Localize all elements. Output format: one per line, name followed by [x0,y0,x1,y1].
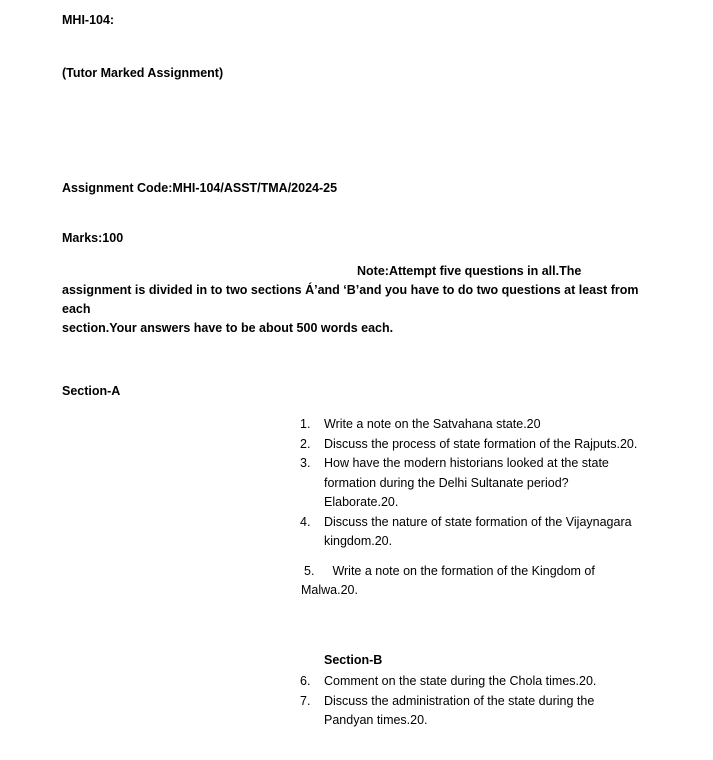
question-item [300,435,654,455]
course-code: MHI-104: [62,13,115,27]
question-5-line-2: Malwa.20. [301,583,358,597]
question-number: 1. [300,417,311,431]
question-text: Discuss the process of state formation of the Rajputs.20. [324,436,638,451]
note-line-3: section.Your answers have to be about 500 words each. [62,321,394,335]
question-item [300,415,654,435]
instructions-note [62,262,662,338]
question-number: 6. [300,674,311,688]
assignment-type: (Tutor Marked Assignment) [62,66,224,80]
question-text: Write a note on the Satvahana state.20 [324,417,541,431]
note-line-2: assignment is divided in to two sections Á’and ‘B’and you have to do two questions at least from each [62,283,639,316]
question-item [300,513,669,552]
question-item [300,454,624,513]
marks: Marks:100 [62,231,124,245]
question-text: How have the modern historians looked at the state formation during the Delhi Sultanate period?Elaborate.20. [324,456,609,509]
section-a-question-list [300,415,669,552]
section-b-heading: Section-B [324,653,383,667]
note-line-1: Note:Attempt five questions in all.The [357,264,582,278]
question-item [300,692,624,731]
question-number: 4. [300,514,311,529]
question-text: Discuss the administration of the state during the Pandyan times.20. [324,693,595,727]
section-b-question-list [300,672,654,731]
question-text: Write a note on the formation of the Kingdom of [332,564,595,578]
question-number: 5. [304,564,315,578]
assignment-code: Assignment Code:MHI-104/ASST/TMA/2024-25 [62,181,338,195]
question-number: 2. [300,436,311,451]
question-number: 7. [300,693,311,708]
section-a-heading: Section-A [62,384,121,398]
question-number: 3. [300,456,311,470]
question-item [300,672,654,692]
question-5-line-1 [304,564,595,578]
question-text: Comment on the state during the Chola times.20. [324,674,597,688]
question-text: Discuss the nature of state formation of the Vijaynagara kingdom.20. [324,514,632,548]
